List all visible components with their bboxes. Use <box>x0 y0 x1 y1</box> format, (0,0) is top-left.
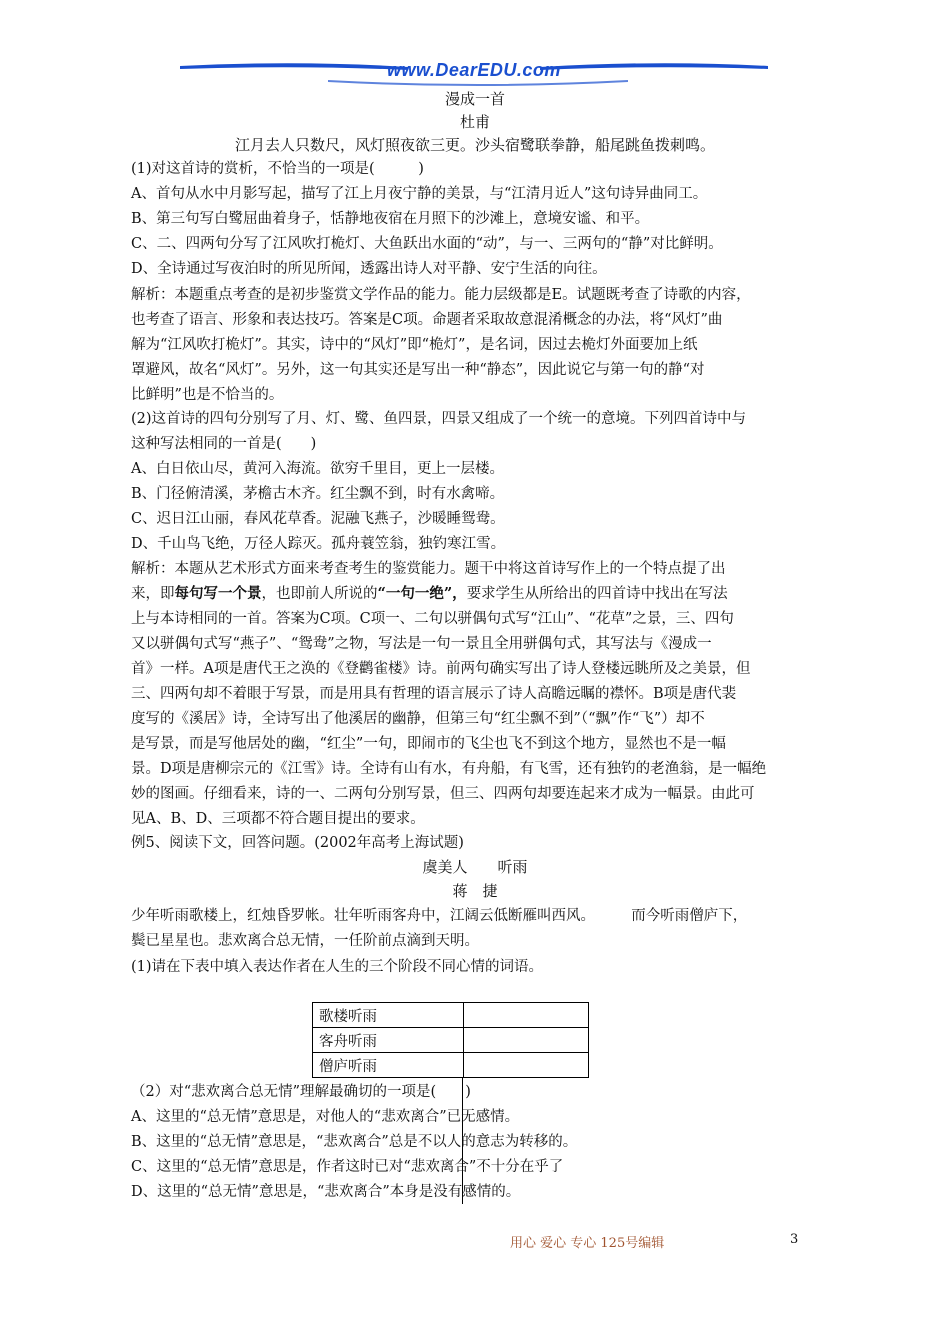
question-2-stem: (2)这首诗的四句分别写了月、灯、鹭、鱼四景，四景又组成了一个统一的意境。下列四首诗中与 <box>131 411 747 427</box>
question-2-analysis: 解析：本题从艺术形式方面来考查考生的鉴赏能力。题干中将这首诗写作上的一个特点提了出 <box>131 561 726 577</box>
poem-2-text: 少年听雨歌楼上，红烛昏罗帐。壮年听雨客舟中，江阔云低断雁叫西风。 而今听雨僧庐下， <box>131 908 748 924</box>
question-1-analysis: 解为“江风吹打桅灯”。其实，诗中的“风灯”即“桅灯”，是名词，因过去桅灯外面要加上纸 <box>131 337 698 353</box>
poem-text: 江月去人只数尺，风灯照夜欲三更。沙头宿鹭联拳静，船尾跳鱼拨刺鸣。 <box>234 136 715 154</box>
question-2-analysis: 首》一样。A项是唐代王之涣的《登鹳雀楼》诗。前两句确实写出了诗人登楼远眺所及之美景，但 <box>131 661 751 677</box>
table-cell: 客舟听雨 <box>313 1028 464 1053</box>
question-2-option-a: A、白日依山尽，黄河入海流。欲穷千里目，更上一层楼。 <box>131 461 504 477</box>
footer-motto: 用心 爱心 专心 125号编辑 <box>510 1236 665 1251</box>
table-row <box>313 1028 589 1053</box>
question-2-analysis: 三、四两句却不着眼于写景，而是用具有哲理的语言展示了诗人高瞻远瞩的襟怀。B项是唐代裴 <box>131 686 737 702</box>
question-1-analysis: 比鲜明”也是不恰当的。 <box>131 387 284 403</box>
answer-cell[interactable] <box>464 1028 589 1053</box>
example-5-question-2-option-a: A、这里的“总无情”意思是，对他人的“悲欢离合”已无感情。 <box>131 1109 520 1125</box>
answer-cell[interactable] <box>464 1003 589 1028</box>
question-2-option-d: D、千山鸟飞绝，万径人踪灭。孤舟蓑笠翁，独钓寒江雪。 <box>131 536 506 552</box>
table-row <box>313 1003 589 1028</box>
answer-cell[interactable] <box>464 1053 589 1078</box>
table-cell: 僧庐听雨 <box>313 1053 464 1078</box>
emphasis-text: “一句一绝”， <box>377 585 467 602</box>
poem-title: 漫成一首 <box>444 90 505 108</box>
question-2-analysis: 度写的《溪居》诗，全诗写出了他溪居的幽静，但第三句“红尘飘不到”（“飘”作“飞”）却不 <box>131 711 705 727</box>
question-1-option-c: C、二、四两句分写了江风吹打桅灯、大鱼跃出水面的“动”，与一、三两句的“静”对比鲜明。 <box>131 236 723 252</box>
mood-table <box>312 1002 589 1078</box>
question-2-analysis: 又以骈偶句式写“燕子”、“鸳鸯”之物，写法是一句一景且全用骈偶句式，其写法与《漫成一 <box>131 636 712 652</box>
question-2-analysis: 见A、B、D、三项都不符合题目提出的要求。 <box>131 811 425 827</box>
question-2-analysis: 妙的图画。仔细看来，诗的一、二两句分别写景，但三、四两句却要连起来才成为一幅景。由此可 <box>131 786 755 802</box>
example-5-intro: 例5、阅读下文，回答问题。(2002年高考上海试题) <box>131 835 464 851</box>
example-5-question-2-option-b: B、这里的“总无情”意思是，“悲欢离合”总是不以人的意志为转移的。 <box>131 1134 578 1150</box>
site-logo[interactable] <box>178 58 770 88</box>
question-1-stem: (1)对这首诗的赏析，不恰当的一项是( ) <box>131 161 424 177</box>
example-5-question-1: (1)请在下表中填入表达作者在人生的三个阶段不同心情的词语。 <box>131 959 544 975</box>
question-1-analysis: 罩避风，故名“风灯”。另外，这一句其实还是写出一种“静态”，因此说它与第一句的静“对 <box>131 362 705 378</box>
question-1-option-a: A、首句从水中月影写起，描写了江上月夜宁静的美景，与“江清月近人”这句诗异曲同工。 <box>131 186 708 202</box>
question-2-analysis: 景。D项是唐柳宗元的《江雪》诗。全诗有山有水，有舟船，有飞雪，还有独钓的老渔翁，是一幅绝 <box>131 761 767 777</box>
poem-author: 杜甫 <box>459 113 490 131</box>
poem-2-title: 虞美人 听雨 <box>422 858 528 876</box>
question-2-analysis: 是写景，而是写他居处的幽，“红尘”一句，即闹市的飞尘也飞不到这个地方，显然也不是一幅 <box>131 736 726 752</box>
poem-2-author: 蒋 捷 <box>452 882 498 900</box>
question-1-option-d: D、全诗通过写夜泊时的所见所闻，透露出诗人对平静、安宁生活的向往。 <box>131 261 607 277</box>
example-5-question-2-stem: （2）对“悲欢离合总无情”理解最确切的一项是( ) <box>131 1084 471 1100</box>
poem-2-text: 鬓已星星也。悲欢离合总无情，一任阶前点滴到天明。 <box>131 933 479 949</box>
page-number: 3 <box>790 1232 799 1247</box>
table-cell: 歌楼听雨 <box>313 1003 464 1028</box>
example-5-question-2-option-c: C、这里的“总无情”意思是，作者这时已对“悲欢离合”不十分在乎了 <box>131 1159 564 1175</box>
question-2-option-c: C、迟日江山丽，春风花草香。泥融飞燕子，沙暖睡鸳鸯。 <box>131 511 505 527</box>
question-2-option-b: B、门径俯清溪，茅檐古木齐。红尘飘不到，时有水禽啼。 <box>131 486 505 502</box>
table-row <box>313 1053 589 1078</box>
question-2-analysis: 上与本诗相同的一首。答案为C项。C项一、二句以骈偶句式写“江山”、“花草”之景，三、四句 <box>131 611 734 627</box>
example-5-question-2-option-d: D、这里的“总无情”意思是，“悲欢离合”本身是没有感情的。 <box>131 1184 521 1200</box>
question-1-analysis: 解析：本题重点考查的是初步鉴赏文学作品的能力。能力层级都是E。试题既考查了诗歌的内容， <box>131 287 751 303</box>
site-url: www.DearEDU.com <box>387 60 561 80</box>
question-2-analysis: 来，即每句写一个景，也即前人所说的“一句一绝”，要求学生从所给出的四首诗中找出在写法 <box>131 585 728 602</box>
question-2-stem: 这种写法相同的一首是( ) <box>131 436 317 452</box>
question-1-option-b: B、第三句写白鹭屈曲着身子，恬静地夜宿在月照下的沙滩上，意境安谧、和平。 <box>131 211 650 227</box>
question-1-analysis: 也考查了语言、形象和表达技巧。答案是C项。命题者采取故意混淆概念的办法，将“风灯”曲 <box>131 312 723 328</box>
emphasis-text: 每句写一个景 <box>174 585 262 602</box>
